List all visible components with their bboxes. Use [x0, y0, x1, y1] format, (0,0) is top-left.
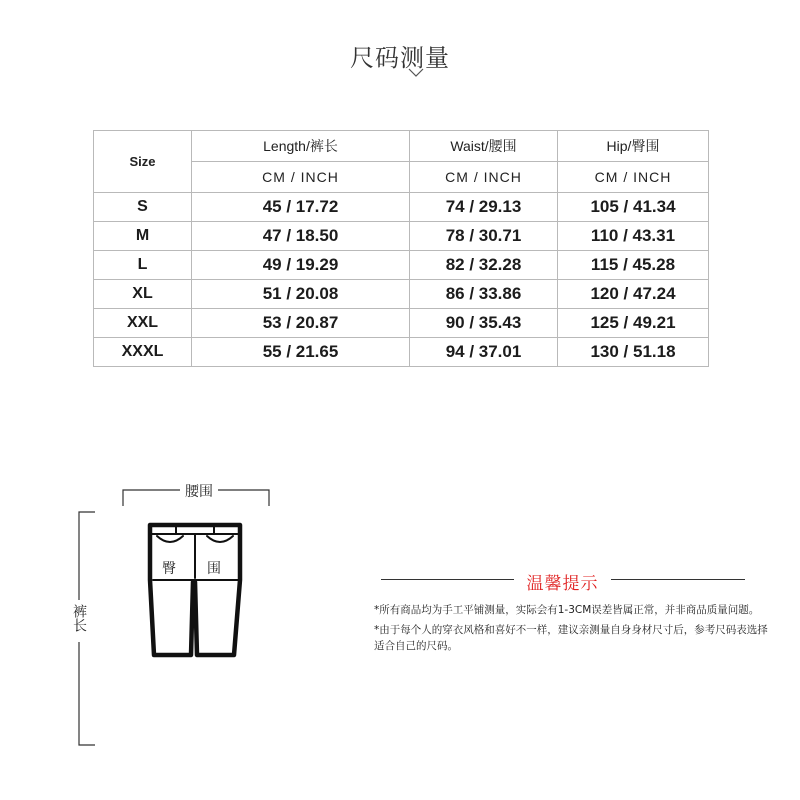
- size-cell: M: [94, 222, 192, 251]
- hip-label-1: 臀: [162, 561, 176, 577]
- size-cell: XXXL: [94, 338, 192, 367]
- table-row: [94, 338, 709, 367]
- table-row: [94, 251, 709, 280]
- length-label: 裤长: [71, 604, 87, 632]
- waist-cell: 74 / 29.13: [410, 193, 558, 222]
- waist-column-header: Waist/腰围: [410, 131, 558, 162]
- waist-cell: 94 / 37.01: [410, 338, 558, 367]
- length-column-header: Length/裤长: [192, 131, 410, 162]
- hip-cell: 115 / 45.28: [558, 251, 709, 280]
- chevron-down-icon: [408, 68, 424, 78]
- length-cell: 51 / 20.08: [192, 280, 410, 309]
- waist-cell: 90 / 35.43: [410, 309, 558, 338]
- hip-cell: 125 / 49.21: [558, 309, 709, 338]
- page-title: 尺码测量: [350, 44, 450, 72]
- waist-cell: 82 / 32.28: [410, 251, 558, 280]
- size-cell: XXL: [94, 309, 192, 338]
- length-cell: 49 / 19.29: [192, 251, 410, 280]
- hip-cell: 120 / 47.24: [558, 280, 709, 309]
- length-cell: 53 / 20.87: [192, 309, 410, 338]
- tip-note-2: *由于每个人的穿衣风格和喜好不一样，建议亲测量自身身材尺寸后，参考尺码表选择适合自己的尺码。: [374, 624, 768, 652]
- unit-label: CM / INCH: [558, 162, 709, 193]
- length-cell: 55 / 21.65: [192, 338, 410, 367]
- size-cell: L: [94, 251, 192, 280]
- length-cell: 45 / 17.72: [192, 193, 410, 222]
- length-cell: 47 / 18.50: [192, 222, 410, 251]
- size-cell: S: [94, 193, 192, 222]
- unit-label: CM / INCH: [410, 162, 558, 193]
- table-header-row: [94, 131, 709, 162]
- size-chart-table: [93, 130, 709, 367]
- waist-label: 腰围: [183, 481, 215, 501]
- hip-column-header: Hip/臀围: [558, 131, 709, 162]
- unit-label: CM / INCH: [192, 162, 410, 193]
- shorts-measurement-diagram: [0, 470, 800, 770]
- table-row: [94, 280, 709, 309]
- tip-note-1: *所有商品均为手工平铺测量，实际会有1-3CM误差皆属正常，并非商品质量问题。: [374, 604, 760, 616]
- table-row: [94, 222, 709, 251]
- hip-cell: 130 / 51.18: [558, 338, 709, 367]
- tips-title: 温馨提示: [526, 574, 599, 594]
- table-row: [94, 193, 709, 222]
- size-cell: XL: [94, 280, 192, 309]
- waist-cell: 86 / 33.86: [410, 280, 558, 309]
- size-column-header: Size: [94, 131, 192, 193]
- hip-label-2: 围: [207, 561, 221, 577]
- hip-cell: 105 / 41.34: [558, 193, 709, 222]
- table-row: [94, 309, 709, 338]
- hip-cell: 110 / 43.31: [558, 222, 709, 251]
- waist-cell: 78 / 30.71: [410, 222, 558, 251]
